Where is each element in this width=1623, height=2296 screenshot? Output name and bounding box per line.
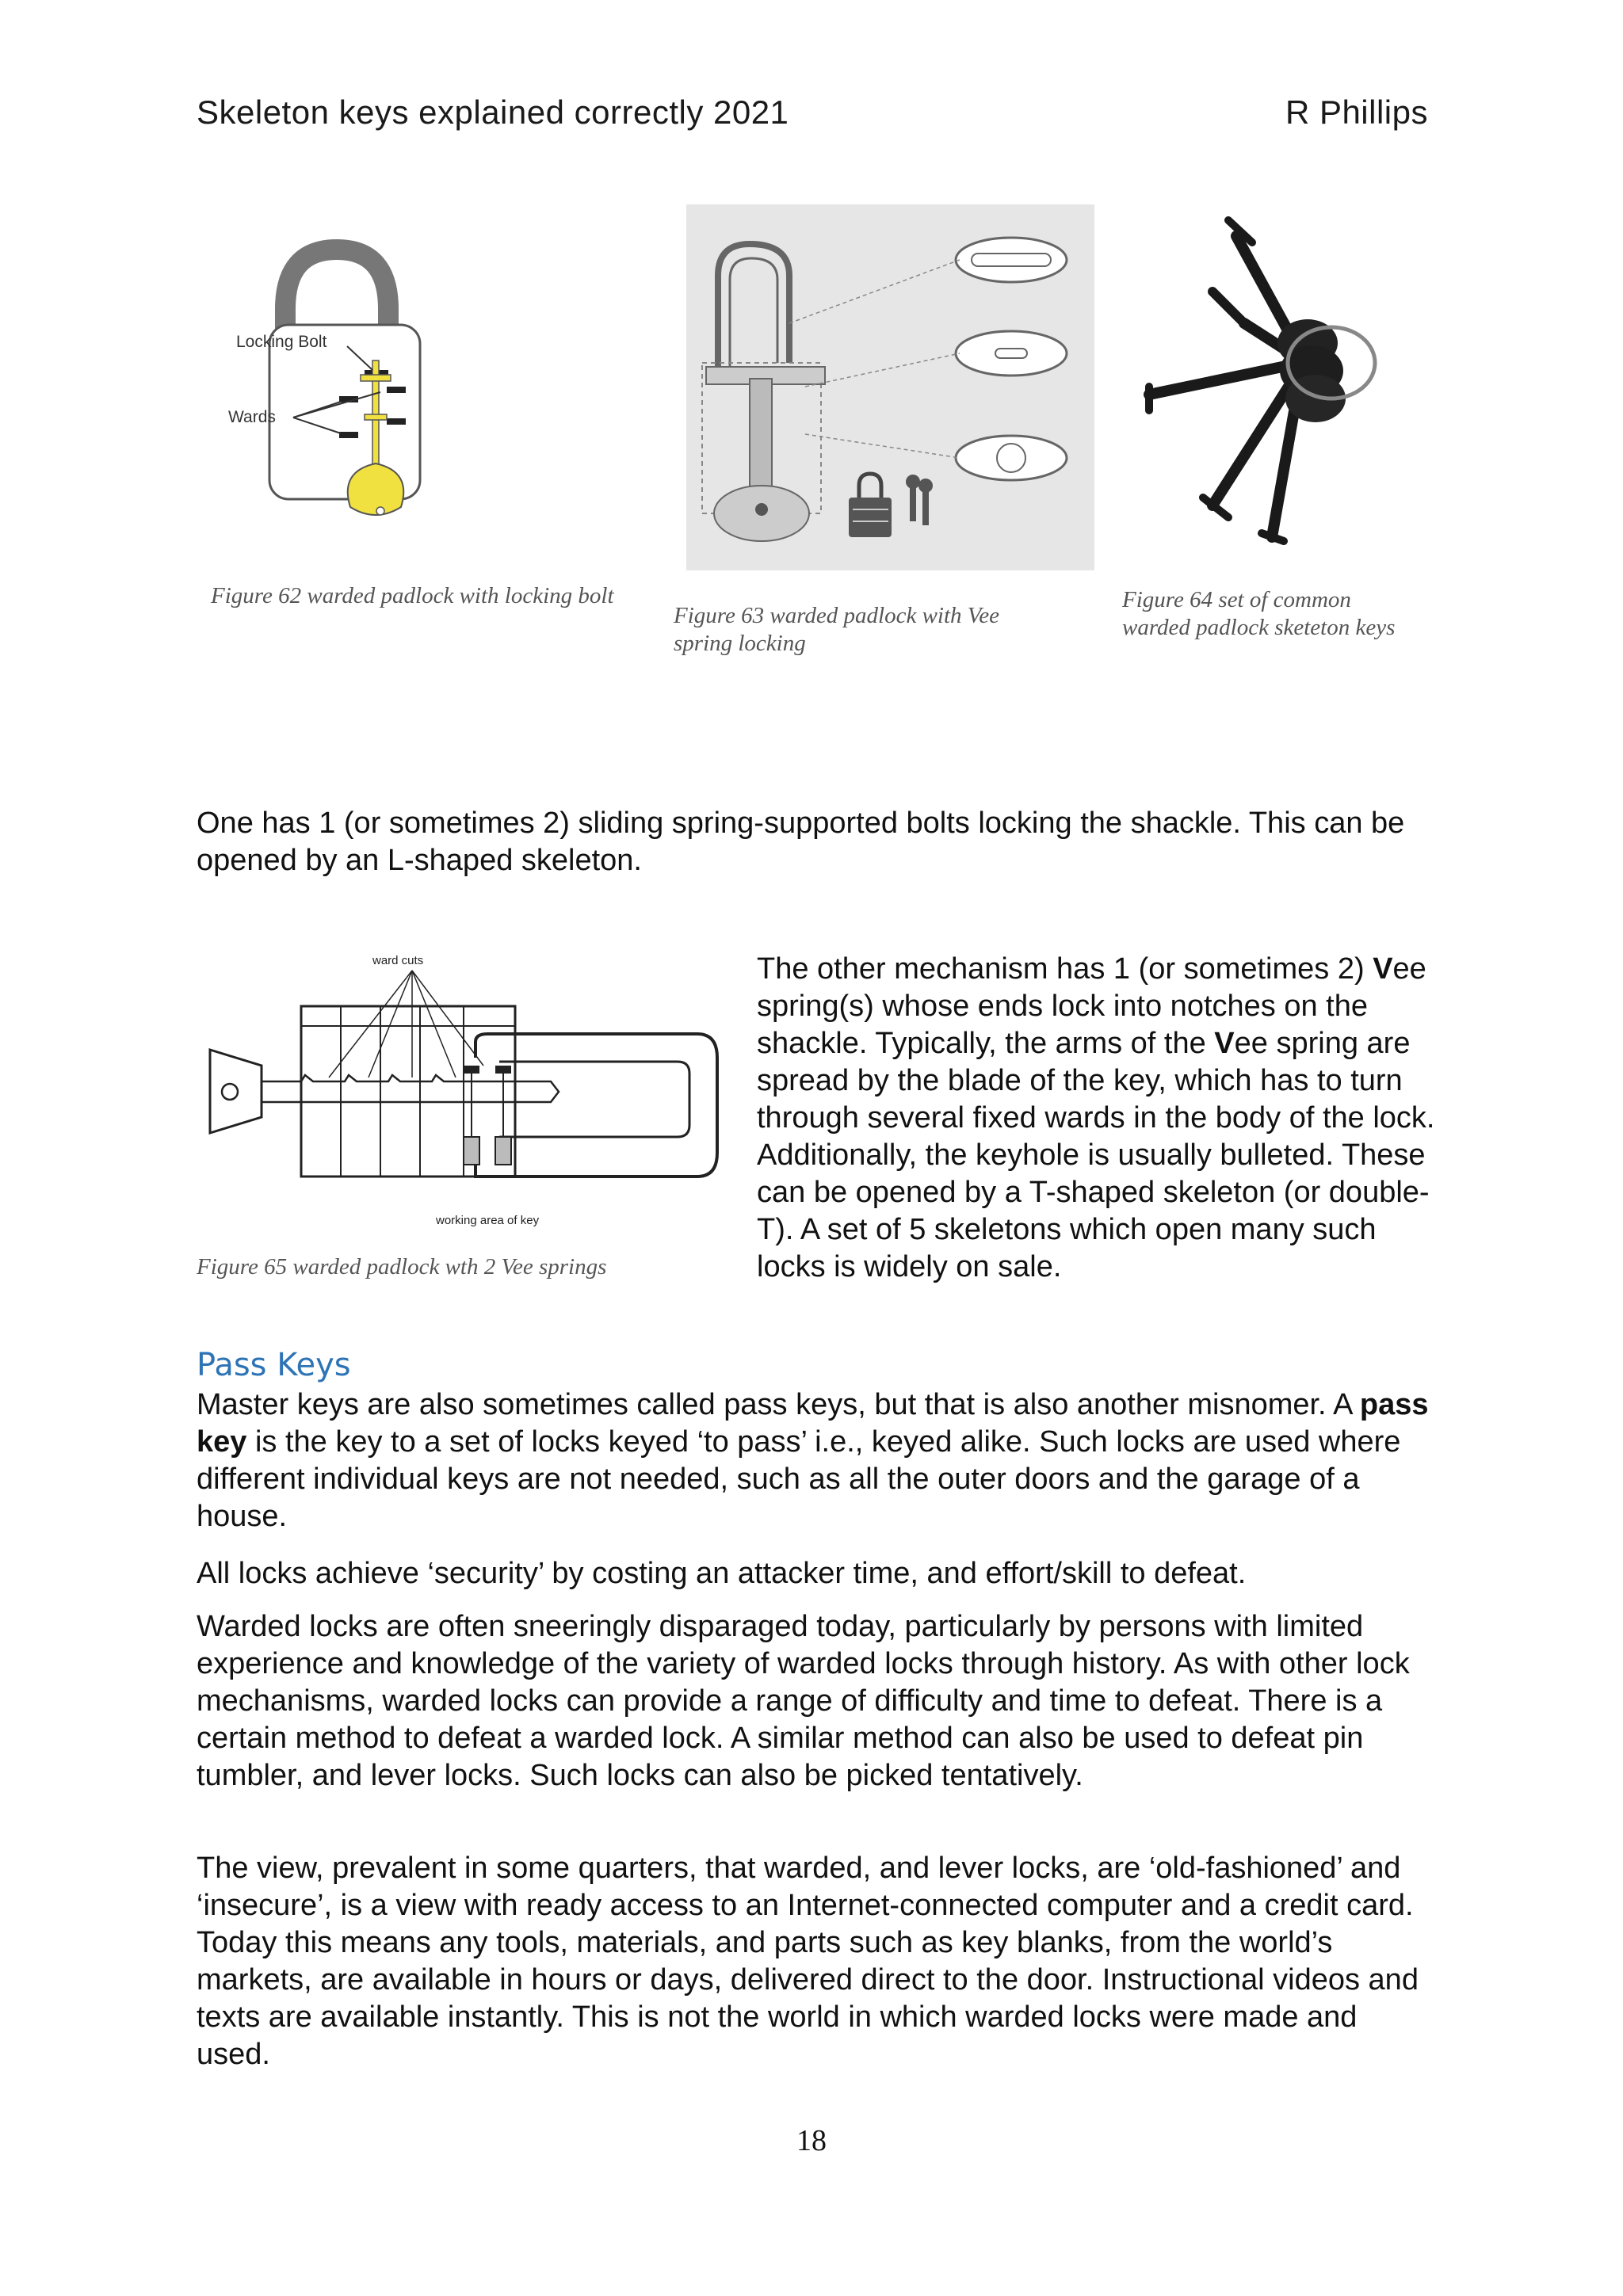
- p2-text-3: ee spring are spread by the blade of the key, which has to turn through several fixed wards in the body of the lock. Additionally, the keyhole is usually bulleted. These can be opened by a T-shaped skeleton (or double-T). A set of 5 skeletons which open many such locks is widely on sale.: [757, 1027, 1435, 1283]
- paragraph-warded-locks: Warded locks are often sneeringly disparaged today, particularly by persons with limited experience and knowledge of the variety of warded locks through history. As with other lock mechanisms, warded locks can provide a range of difficulty and time to defeat. There is a certain method to defeat a warded lock. A similar method can also be used to defeat pin tumbler, and lever locks. Such locks can also be picked tentatively.: [197, 1610, 1410, 1792]
- p3-text-1: Master keys are also sometimes called pass keys, but that is also another misnomer. A: [197, 1388, 1360, 1421]
- p3-text-2: is the key to a set of locks keyed ‘to pass’ i.e., keyed alike. Such locks are used where different individual keys are not needed, such as all the outer doors and the garage of a house.: [197, 1425, 1401, 1533]
- running-header-author: R Phillips: [1285, 93, 1428, 131]
- paragraph-vee-spring: [757, 951, 1446, 1286]
- working-area-label: working area of key: [436, 1214, 540, 1227]
- figure-64-skeleton-keys-photo: [1117, 204, 1411, 570]
- paragraph-security: All locks achieve ‘security’ by costing an attacker time, and effort/skill to defeat.: [197, 1557, 1247, 1590]
- figure-63-padlock-diagram: [686, 204, 1094, 570]
- running-header-title: Skeleton keys explained correctly 2021: [197, 93, 789, 131]
- p2-text-2: ee spring(s) whose ends lock into notches on the shackle. Typically, the arms of the: [757, 952, 1426, 1060]
- section-heading-pass-keys: Pass Keys: [197, 1347, 351, 1383]
- p3-bold-pass-key: pass key: [197, 1388, 1429, 1459]
- p2-text-1: The other mechanism has 1 (or sometimes 2): [757, 952, 1373, 986]
- paragraph-view: The view, prevalent in some quarters, that warded, and lever locks, are ‘old-fashioned’ and ‘insecure’, is a view with ready access to an Internet-connected computer and a credit card. Today this means any tools, materials, and parts such as key blanks, from the world’s markets, are available in hours or days, delivered direct to the door. Instructional videos and texts are available instantly. This is not the world in which warded locks were made and used.: [197, 1852, 1419, 2071]
- wards-label: Wards: [228, 408, 276, 426]
- figure-63-caption: Figure 63 warded padlock with Vee spring locking: [674, 603, 1000, 656]
- ward-cuts-label: ward cuts: [372, 954, 424, 967]
- p2-bold-v2: V: [1214, 1027, 1235, 1060]
- figure-65-vee-spring-diagram: [202, 947, 725, 1232]
- paragraph-sliding-bolt: One has 1 (or sometimes 2) sliding spring-supported bolts locking the shackle. This can be opened by an L-shaped skeleton.: [197, 807, 1405, 877]
- page-number: 18: [796, 2124, 827, 2157]
- figure-62-caption: Figure 62 warded padlock with locking bolt: [211, 583, 614, 608]
- locking-bolt-label: Locking Bolt: [236, 333, 327, 351]
- figure-62-padlock-diagram: [222, 234, 523, 527]
- p2-bold-v1: V: [1373, 952, 1393, 986]
- figure-64-caption: Figure 64 set of common warded padlock sketeton keys: [1122, 587, 1396, 640]
- figure-65-caption: Figure 65 warded padlock wth 2 Vee springs: [197, 1254, 607, 1280]
- paragraph-pass-keys: [197, 1386, 1433, 1535]
